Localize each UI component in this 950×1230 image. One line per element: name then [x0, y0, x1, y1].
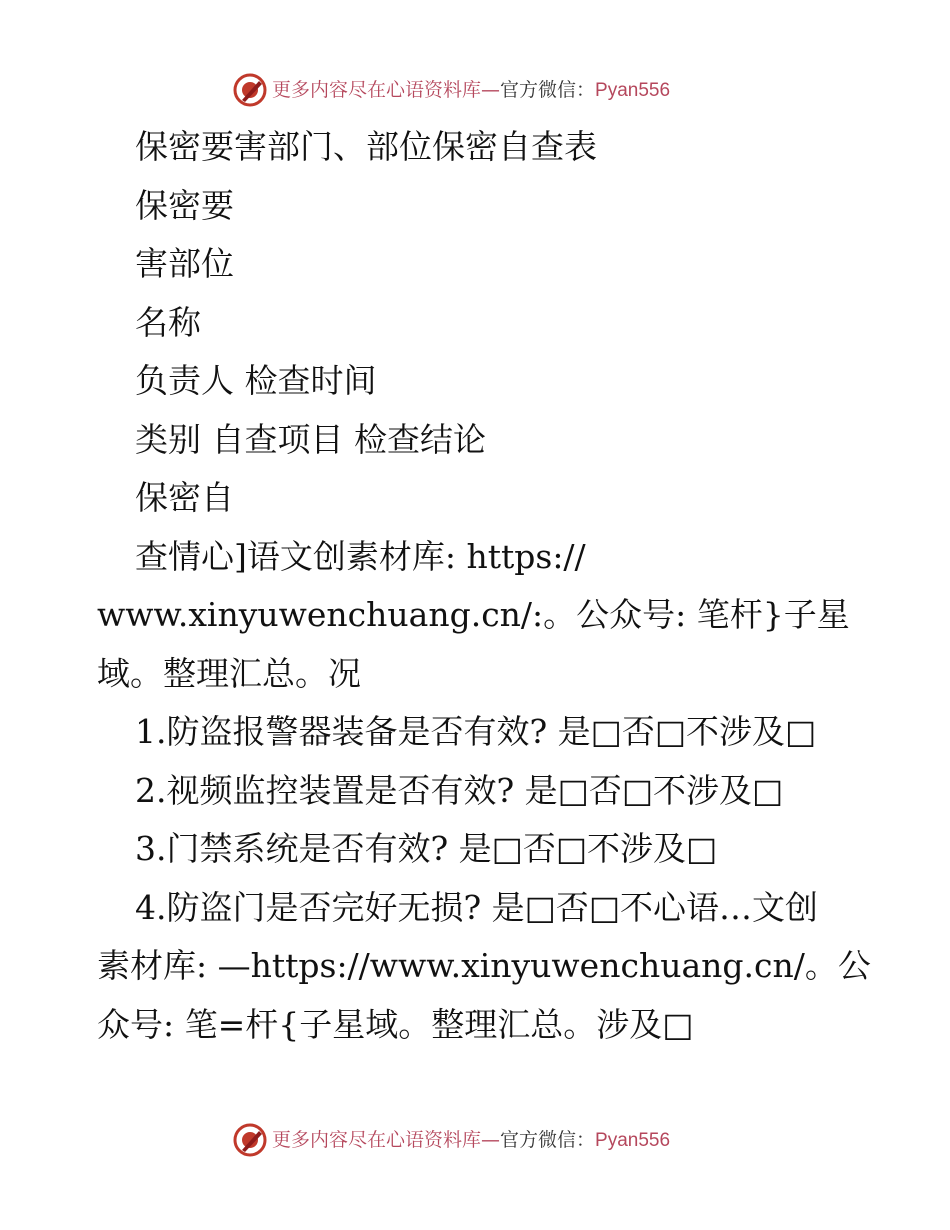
- banner-separator: —: [481, 1129, 501, 1151]
- doc-line: 名称: [135, 302, 201, 342]
- doc-title: 保密要害部门、部位保密自查表: [135, 127, 597, 166]
- doc-line: 保密自: [135, 478, 234, 517]
- doc-line: 众号: 笔=杆{子星域。整理汇总。涉及□: [97, 1004, 694, 1044]
- checklist-item-3: 3.门禁系统是否有效? 是□否□不涉及□: [135, 829, 718, 868]
- checklist-item-2: 2.视频监控装置是否有效? 是□否□不涉及□: [135, 770, 784, 810]
- banner-label: 官方微信：: [500, 79, 596, 101]
- banner-text: 更多内容尽在心语资料库: [272, 1129, 482, 1151]
- banner-wechat-id: Pyan556: [595, 80, 671, 101]
- doc-line: 素材库: —https://www.xinyuwenchuang.cn/。公: [97, 946, 871, 985]
- banner-wechat-id: Pyan556: [595, 1130, 671, 1151]
- doc-line: 保密要: [135, 185, 234, 225]
- banner-label: 官方微信：: [500, 1129, 596, 1151]
- quill-pen-circle-icon: [232, 72, 268, 108]
- checklist-item-4: 4.防盗门是否完好无损? 是□否□不心语…文创: [135, 887, 819, 927]
- doc-line: 域。整理汇总。况: [97, 653, 361, 693]
- banner-separator: —: [481, 79, 501, 101]
- checklist-item-1: 1.防盗报警器装备是否有效? 是□否□不涉及□: [135, 712, 817, 751]
- doc-line: 类别 自查项目 检查结论: [135, 419, 486, 459]
- banner-text: 更多内容尽在心语资料库: [272, 79, 482, 101]
- doc-line: 害部位: [135, 244, 234, 283]
- footer-banner: [0, 1120, 950, 1160]
- header-banner: [0, 70, 950, 110]
- quill-pen-circle-icon: [232, 1122, 268, 1158]
- doc-line: www.xinyuwenchuang.cn/:。公众号: 笔杆}子星: [97, 595, 850, 634]
- document-body: [97, 118, 871, 1054]
- doc-line: 负责人 检查时间: [135, 361, 377, 400]
- doc-line: 查情心]语文创素材库: https://: [135, 536, 586, 576]
